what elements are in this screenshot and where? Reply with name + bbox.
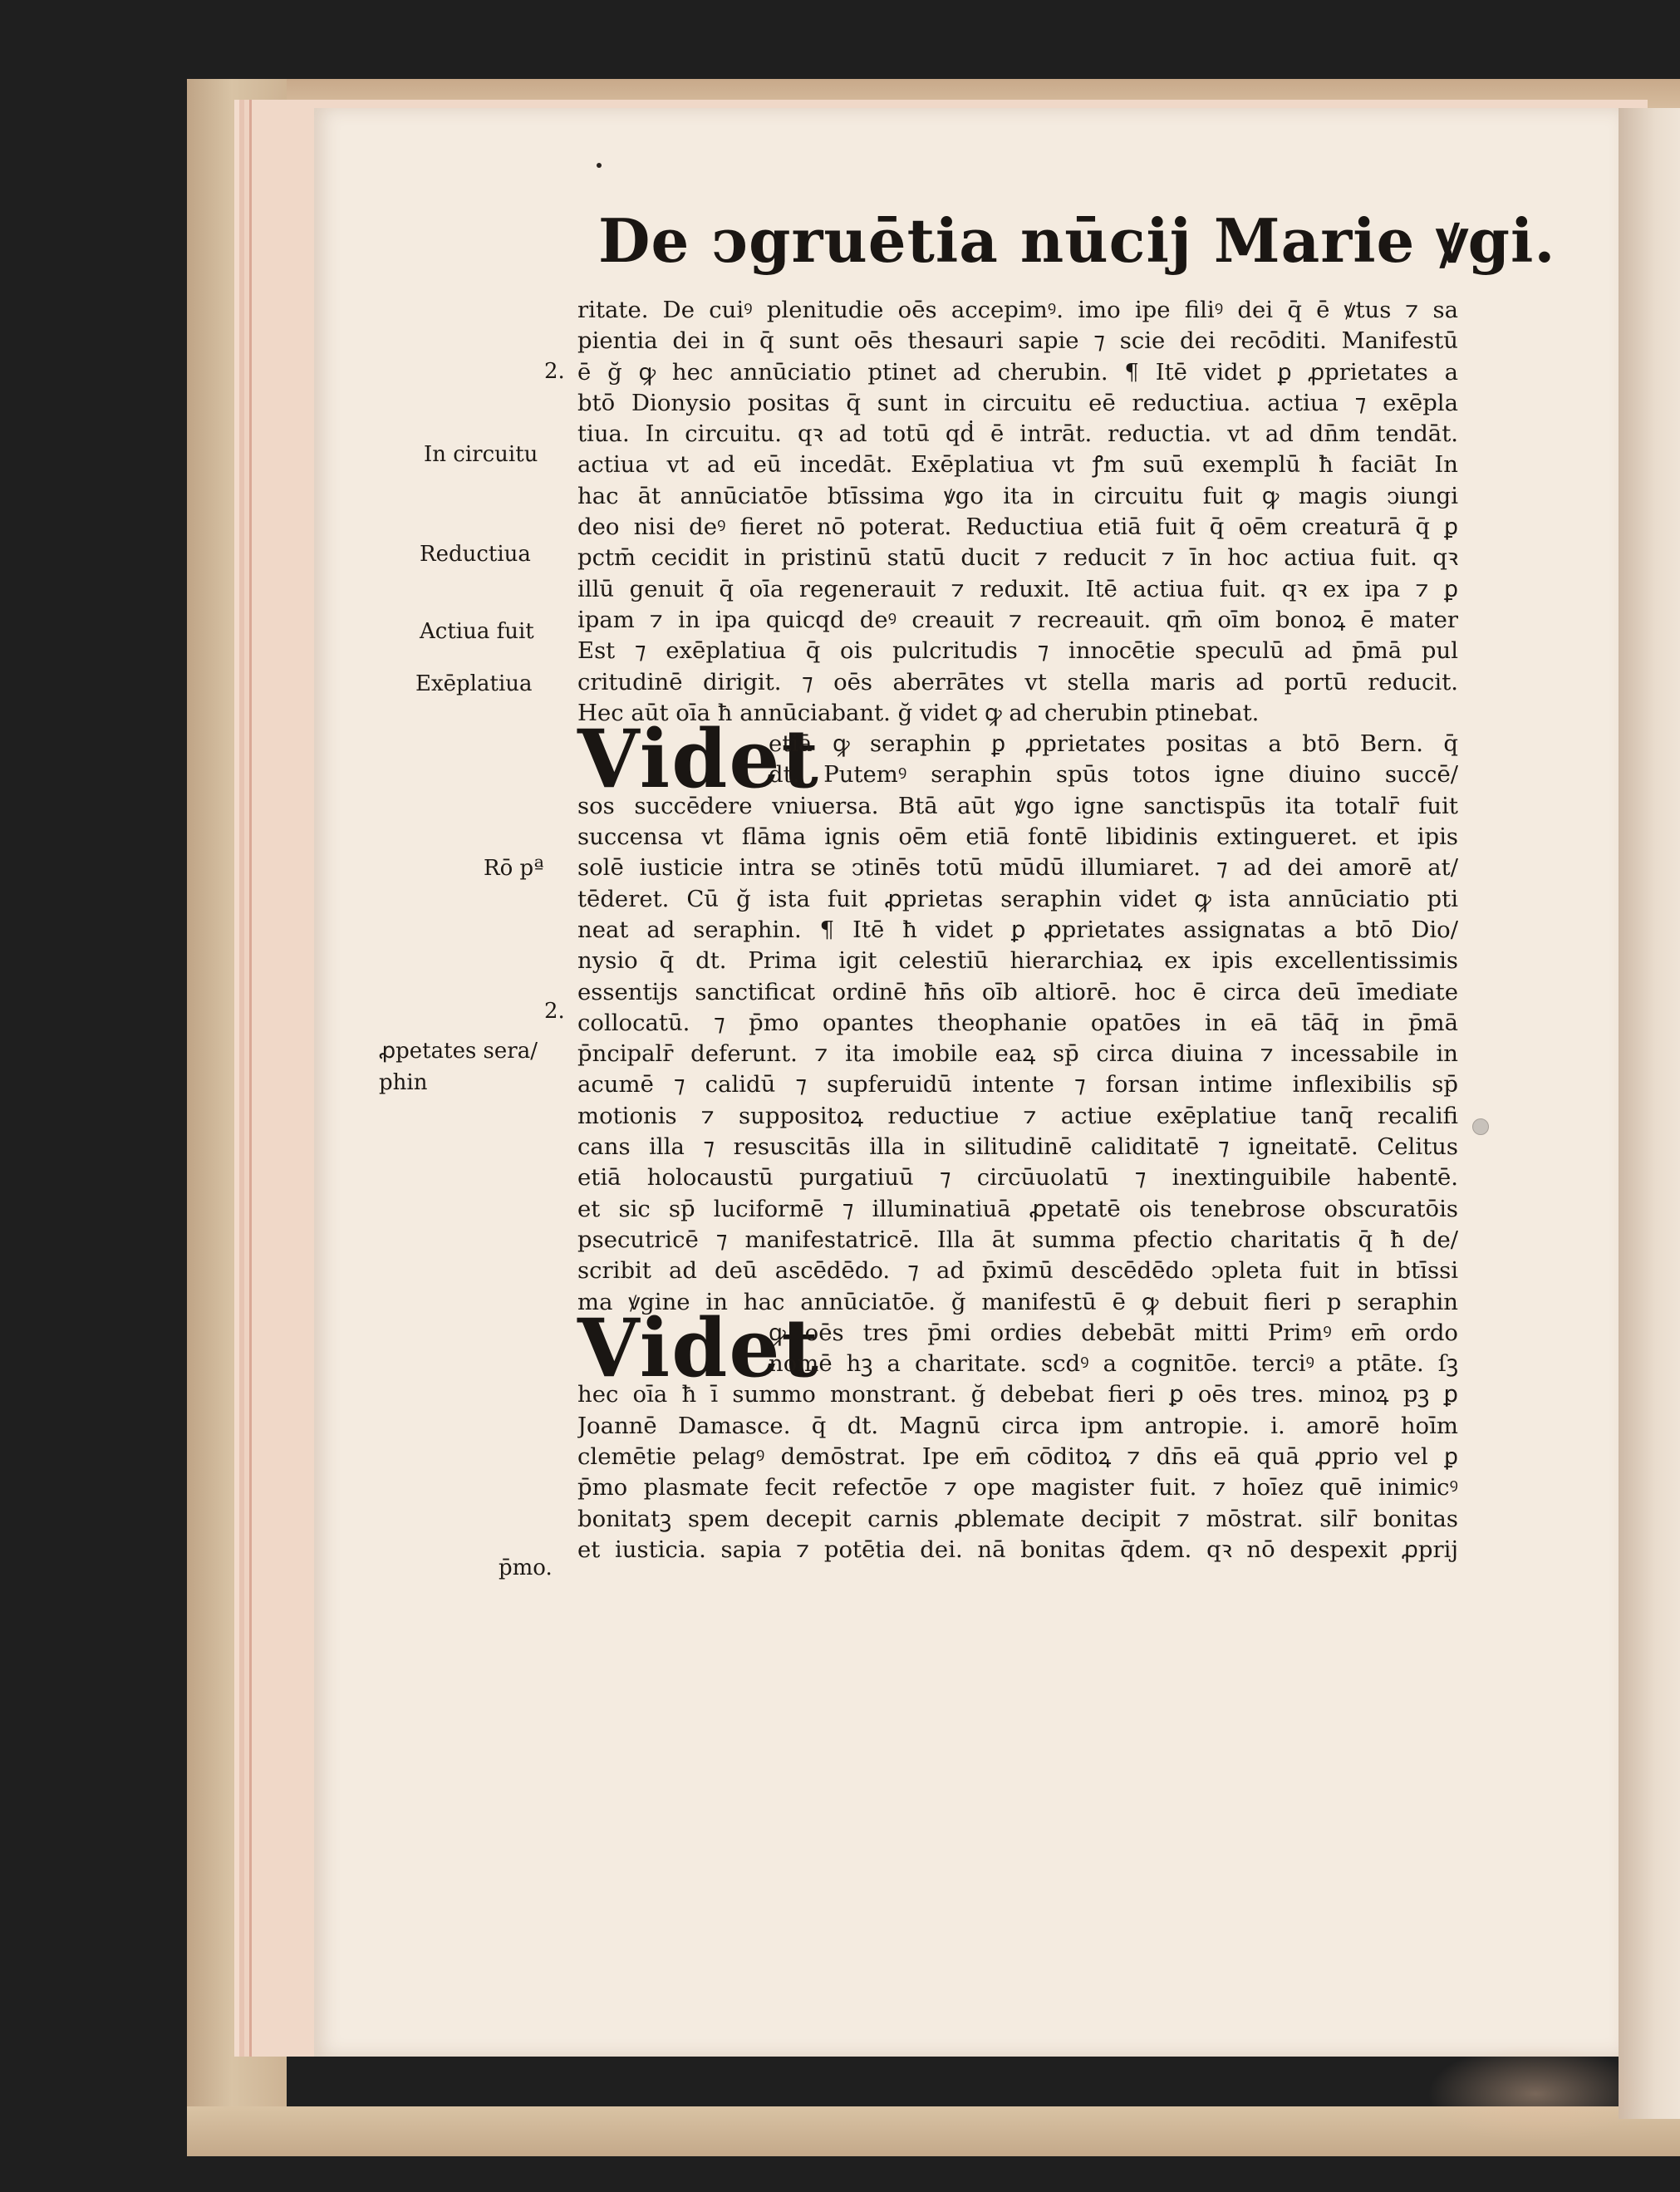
text-line: critudinē dirigit. ⁊ oēs aberrātes vt stella maris ad portū reducit. xyxy=(577,668,1458,695)
text-line: dt. Putemꝰ seraphin spūs totos igne diuino succē/ xyxy=(769,761,1458,789)
text-line: bonitatꝫ spem decepit carnis ꝓblemate decipit ⁊ mōstrat. silr̄ bonitas xyxy=(577,1505,1458,1532)
text-line: Hec aūt oīa ħ annūciabant. ğ videt ꝙ ad cherubin ptinebat. xyxy=(577,699,1260,726)
text-line: Est ⁊ exēplatiua q̄ ois pulcritudis ⁊ innocētie speculū ad p̄mā pul xyxy=(577,637,1458,665)
text-line: ē ğ ꝙ hec annūciatio ptinet ad cherubin. ¶ Itē videt ꝑ ꝓprietates a xyxy=(577,358,1458,386)
ink-dot xyxy=(597,163,602,168)
margin-note-ro-pa: Rō pª xyxy=(484,856,544,881)
margin-number: 2. xyxy=(544,999,565,1024)
text-line: cans illa ⁊ resuscitās illa in silitudinē caliditatē ⁊ igneitatē. Celitus xyxy=(577,1133,1458,1161)
margin-note-pmo: p̄mo. xyxy=(499,1556,553,1580)
margin-note-exemplatiua: Exēplatiua xyxy=(415,671,533,696)
text-line: essentijs sanctificat ordinē ħn̄s oīb altiorē. hoc ē circa deū īmediate xyxy=(577,978,1458,1005)
margin-note-reductiua: Reductiua xyxy=(420,542,531,567)
text-line: deo nisi deꝰ fieret nō poterat. Reductiua etiā fuit q̄ oēm creaturā q̄ ꝑ xyxy=(577,514,1458,541)
text-line: et sic sp̄ luciformē ⁊ illuminatiuā ꝓpetatē ois tenebrose obscuratōis xyxy=(577,1195,1458,1222)
text-line: tēderet. Cū ğ ista fuit ꝓprietas seraphin videt ꝙ ista annūciatio pti xyxy=(577,885,1458,912)
facing-page-edge xyxy=(1619,108,1680,2119)
text-line: ma ꝟgine in hac annūciatōe. ğ manifestū ē ꝙ debuit fieri p seraphin xyxy=(577,1288,1458,1315)
initial-word: Videt xyxy=(577,1300,820,1395)
text-line: pctm̄ cecidit in pristinū statū ducit ⁊ reducit ⁊ īn hoc actiua fuit. qꝛ xyxy=(577,544,1458,572)
text-line: hec oīa ħ ī summo monstrant. ğ debebat fieri ꝑ oēs tres. minoꝝ pꝫ ꝑ xyxy=(577,1381,1458,1408)
initial-word: Videt xyxy=(577,712,820,807)
text-line: btō Dionysio positas q̄ sunt in circuitu eē reductiua. actiua ⁊ exēpla xyxy=(577,389,1458,416)
margin-number: 2. xyxy=(544,359,565,384)
text-line: clemētie pelagꝰ demōstrat. Ipe em̄ cōditoꝝ ⁊ dn̄s eā quā ꝓprio vel ꝑ xyxy=(577,1442,1458,1470)
margin-note-actiua: Actiua fuit xyxy=(420,619,534,644)
water-stain xyxy=(1427,2044,1643,2144)
page-heading: De ↄgruētia nūcij Marie ꝟgi. xyxy=(598,205,1556,276)
text-line: hac āt annūciatōe btīssima ꝟgo ita in circuitu fuit ꝙ magis ↄiungi xyxy=(577,482,1458,509)
margin-note-propetates-cont: phin xyxy=(379,1070,428,1095)
text-line: illū genuit q̄ oīa regenerauit ⁊ reduxit. Itē actiua fuit. qꝛ ex ipa ⁊ ꝑ xyxy=(577,575,1458,602)
text-line: nysio q̄ dt. Prima igit celestiū hierarchiaꝝ ex ipis excellentissimis xyxy=(577,947,1458,975)
text-line: pientia dei in q̄ sunt oēs thesauri sapie ⁊ scie dei recōditi. Manifestū xyxy=(577,327,1458,355)
text-line: neat ad seraphin. ¶ Itē ħ videt ꝑ ꝓprietates assignatas a btō Dio/ xyxy=(577,916,1458,943)
text-line: Joannē Damasce. q̄ dt. Magnū circa ipm antropie. i. amorē hoīm xyxy=(577,1412,1458,1439)
text-line: p̄mo plasmate fecit refectōe ⁊ ope magister fuit. ⁊ hoīez quē inimicꝰ xyxy=(577,1474,1458,1501)
text-line: et iusticia. sapia ⁊ potētia dei. nā bonitas q̄dem. qꝛ nō despexit ꝓprij xyxy=(577,1536,1458,1563)
text-line: ritate. De cuiꝰ plenitudie oēs accepimꝰ. imo ipe filiꝰ dei q̄ ē ꝟtus ⁊ sa xyxy=(577,297,1458,323)
text-line: ipam ⁊ in ipa quicqd deꝰ creauit ⁊ recreauit. qm̄ oīm bonoꝝ ē mater xyxy=(577,606,1458,633)
text-line: sos succēdere vniuersa. Btā aūt ꝟgo igne sanctispūs ita totalr̄ fuit xyxy=(577,792,1458,819)
text-line: etiā holocaustū purgatiuū ⁊ circūuolatū ⁊ inextinguibile habentē. xyxy=(577,1164,1458,1192)
text-line: psecutricē ⁊ manifestatricē. Illa āt summa pfectio charitatis q̄ ħ de/ xyxy=(577,1226,1458,1253)
text-line: motionis ⁊ suppositoꝝ reductiue ⁊ actiue exēplatiue tanq̄ recalifi xyxy=(577,1102,1458,1129)
initial-side-lines xyxy=(769,1318,1458,1380)
initial-side-lines xyxy=(769,729,1458,791)
margin-note-propetates: ꝓpetates sera/ xyxy=(379,1039,538,1064)
main-text-block xyxy=(577,295,1458,1565)
text-line: succensa vt flāma ignis oēm etiā fontē libidinis extingueret. et ipis xyxy=(577,823,1458,851)
text-line: acumē ⁊ calidū ⁊ supferuidū intente ⁊ forsan intime inflexibilis sp̄ xyxy=(577,1071,1458,1098)
text-line: tiua. In circuitu. qꝛ ad totū qḋ ē intrāt. reductia. vt ad dn̄m tendāt. xyxy=(577,420,1458,448)
text-line: etiā ꝙ seraphin ꝑ ꝓprietates positas a btō Bern. q̄ xyxy=(769,730,1458,758)
text-line: scribit ad deū ascēdēdo. ⁊ ad p̄ximū descēdēdo ↄpleta fuit in btīssi xyxy=(577,1257,1458,1285)
text-line: nomē hꝫ a charitate. scdꝰ a cognitōe. terciꝰ a ptāte. ſꝫ xyxy=(769,1350,1458,1378)
text-line: p̄ncipalr̄ deferunt. ⁊ ita imobile eaꝝ sp̄ circa diuina ⁊ incessabile in xyxy=(577,1040,1458,1068)
text-line: ꝙ oēs tres p̄mi ordies debebāt mitti Primꝰ em̄ ordo xyxy=(769,1319,1458,1346)
text-line: collocatū. ⁊ p̄mo opantes theophanie opatōes in eā tāq̄ in p̄mā xyxy=(577,1009,1458,1036)
text-line: actiua vt ad eū incedāt. Exēplatiua vt ꝭm suū exemplū ħ faciāt In xyxy=(577,451,1458,479)
margin-note-in-circuitu: In circuitu xyxy=(424,442,538,467)
worm-hole xyxy=(1472,1118,1489,1135)
text-line: solē iusticie intra se ↄtinēs totū mūdū illumiaret. ⁊ ad dei amorē at/ xyxy=(577,854,1458,882)
